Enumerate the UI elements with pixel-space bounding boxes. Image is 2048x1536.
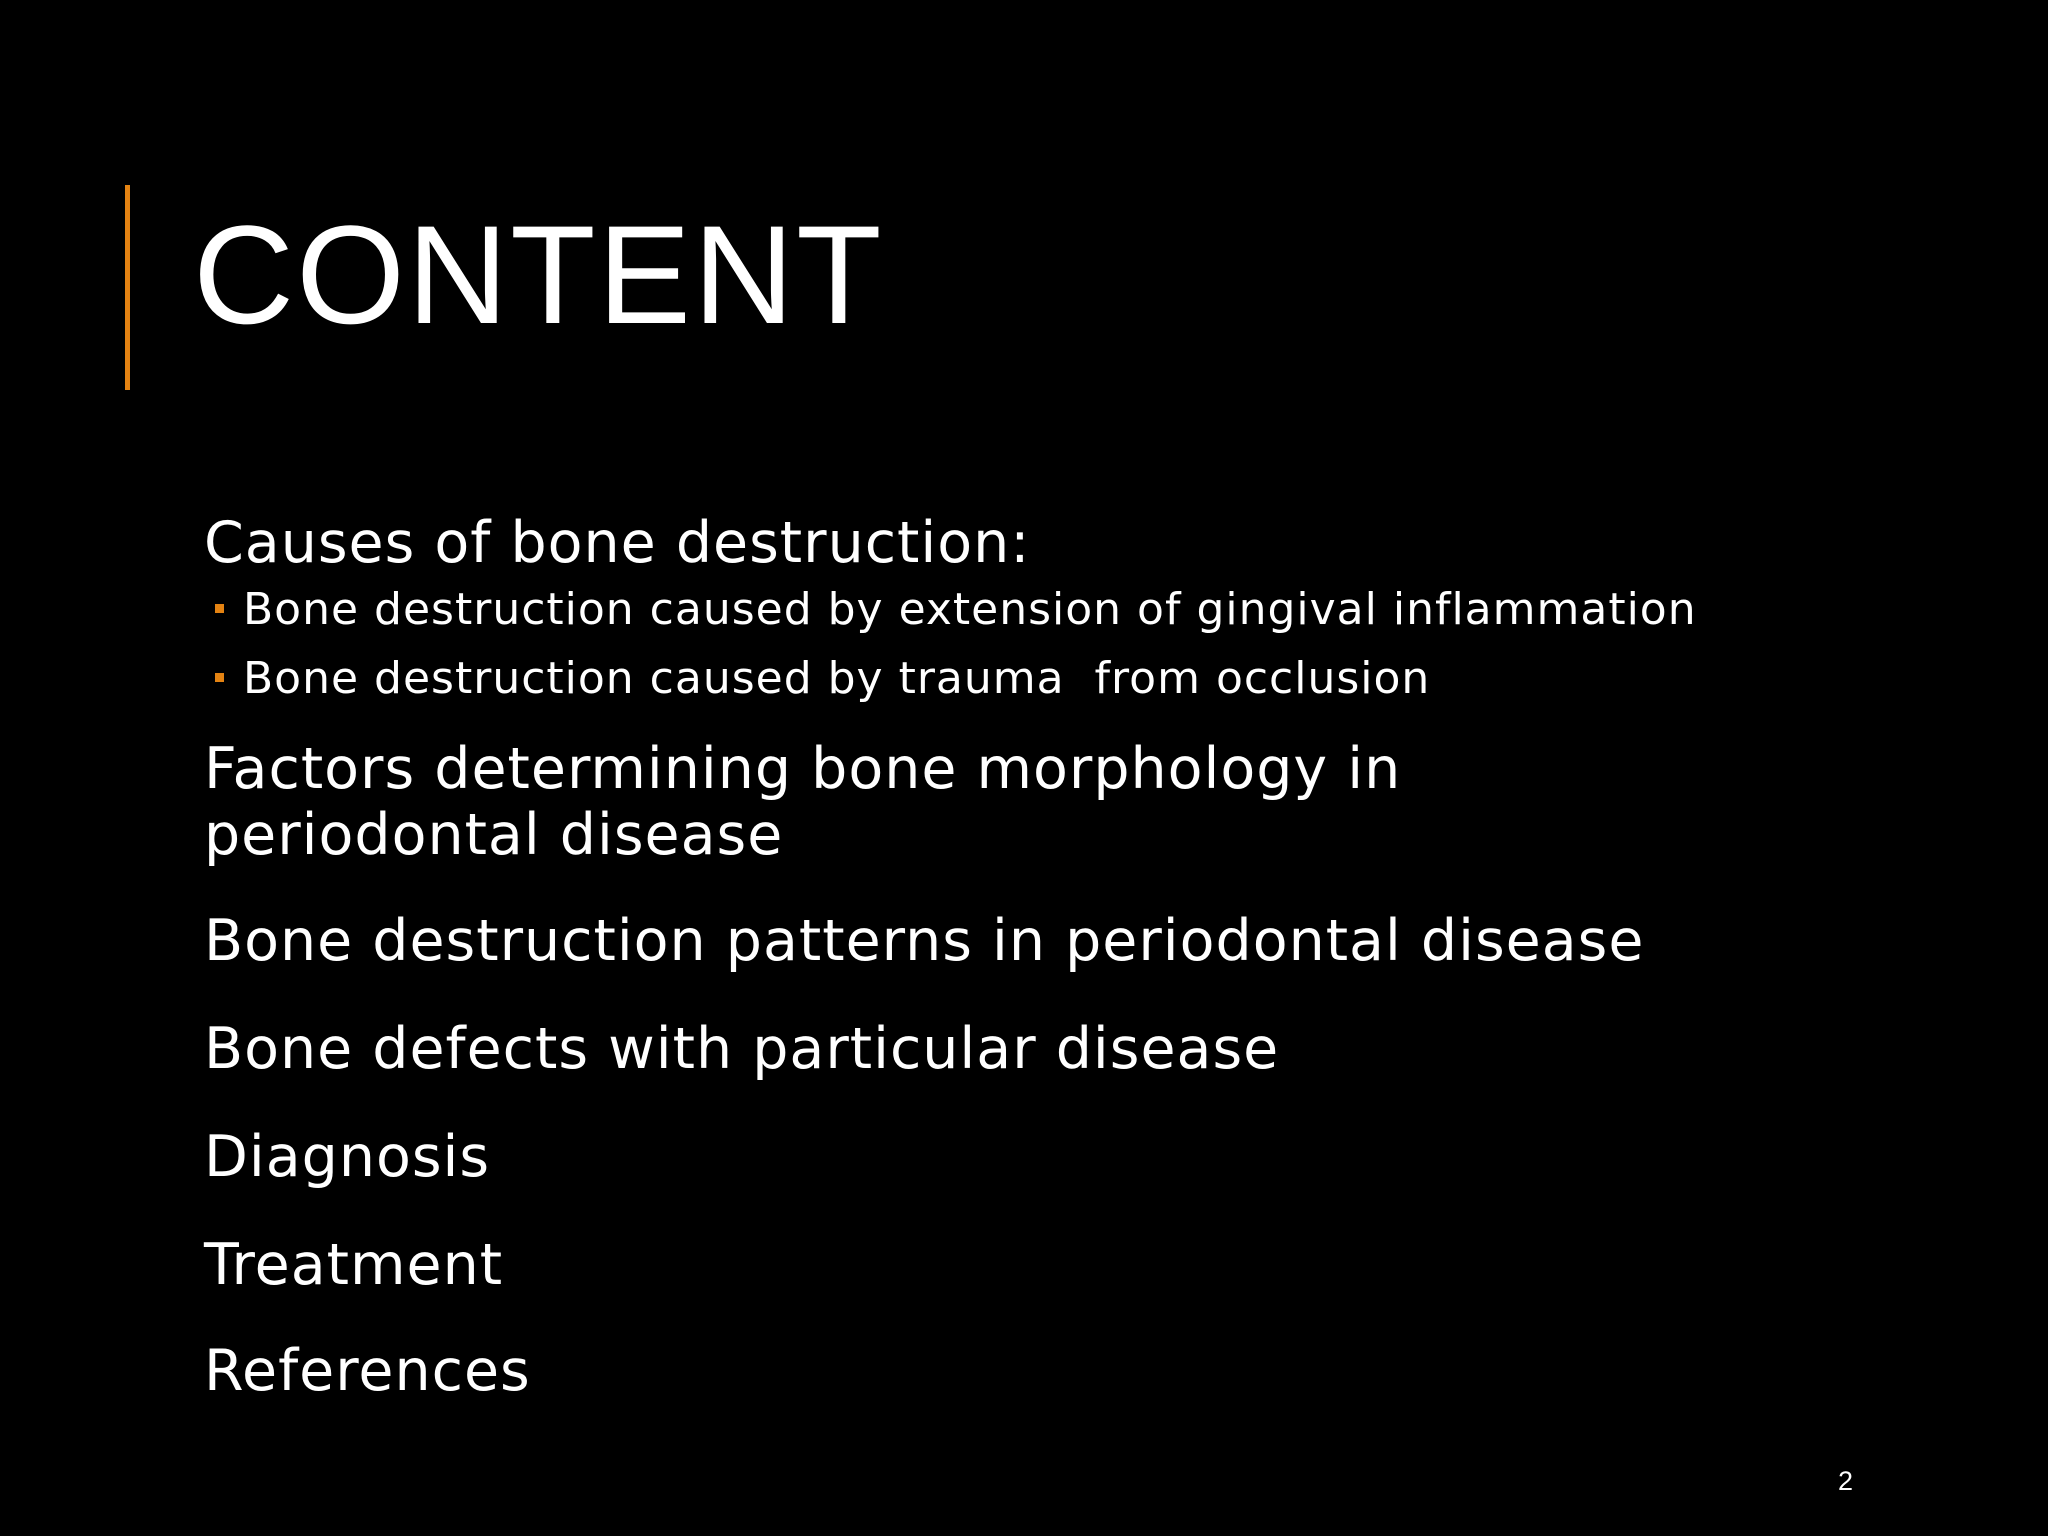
content-item-treatment: Treatment <box>204 1232 504 1298</box>
square-bullet-icon <box>215 673 224 682</box>
content-item-causes <box>204 510 1904 705</box>
content-item-label: Causes of bone destruction: <box>204 510 1031 576</box>
page-number: 2 <box>1838 1466 1854 1496</box>
content-item-references: References <box>204 1338 531 1404</box>
content-item-patterns: Bone destruction patterns in periodontal disease <box>204 908 1645 974</box>
sub-item-label: Bone destruction caused by trauma from occlusion <box>243 653 1431 704</box>
sub-item-label: Bone destruction caused by extension of gingival inflammation <box>243 584 1697 635</box>
sub-item <box>204 653 1904 705</box>
square-bullet-icon <box>215 604 224 613</box>
content-item-defects: Bone defects with particular disease <box>204 1016 1280 1082</box>
title-accent-bar <box>125 185 130 390</box>
sub-list <box>204 584 1904 705</box>
content-item-factors: Factors determining bone morphology in periodontal disease <box>204 736 1402 868</box>
content-list <box>204 510 1904 1404</box>
content-item-diagnosis: Diagnosis <box>204 1124 491 1190</box>
sub-item <box>204 584 1904 636</box>
slide-title: CONTENT <box>193 196 884 353</box>
